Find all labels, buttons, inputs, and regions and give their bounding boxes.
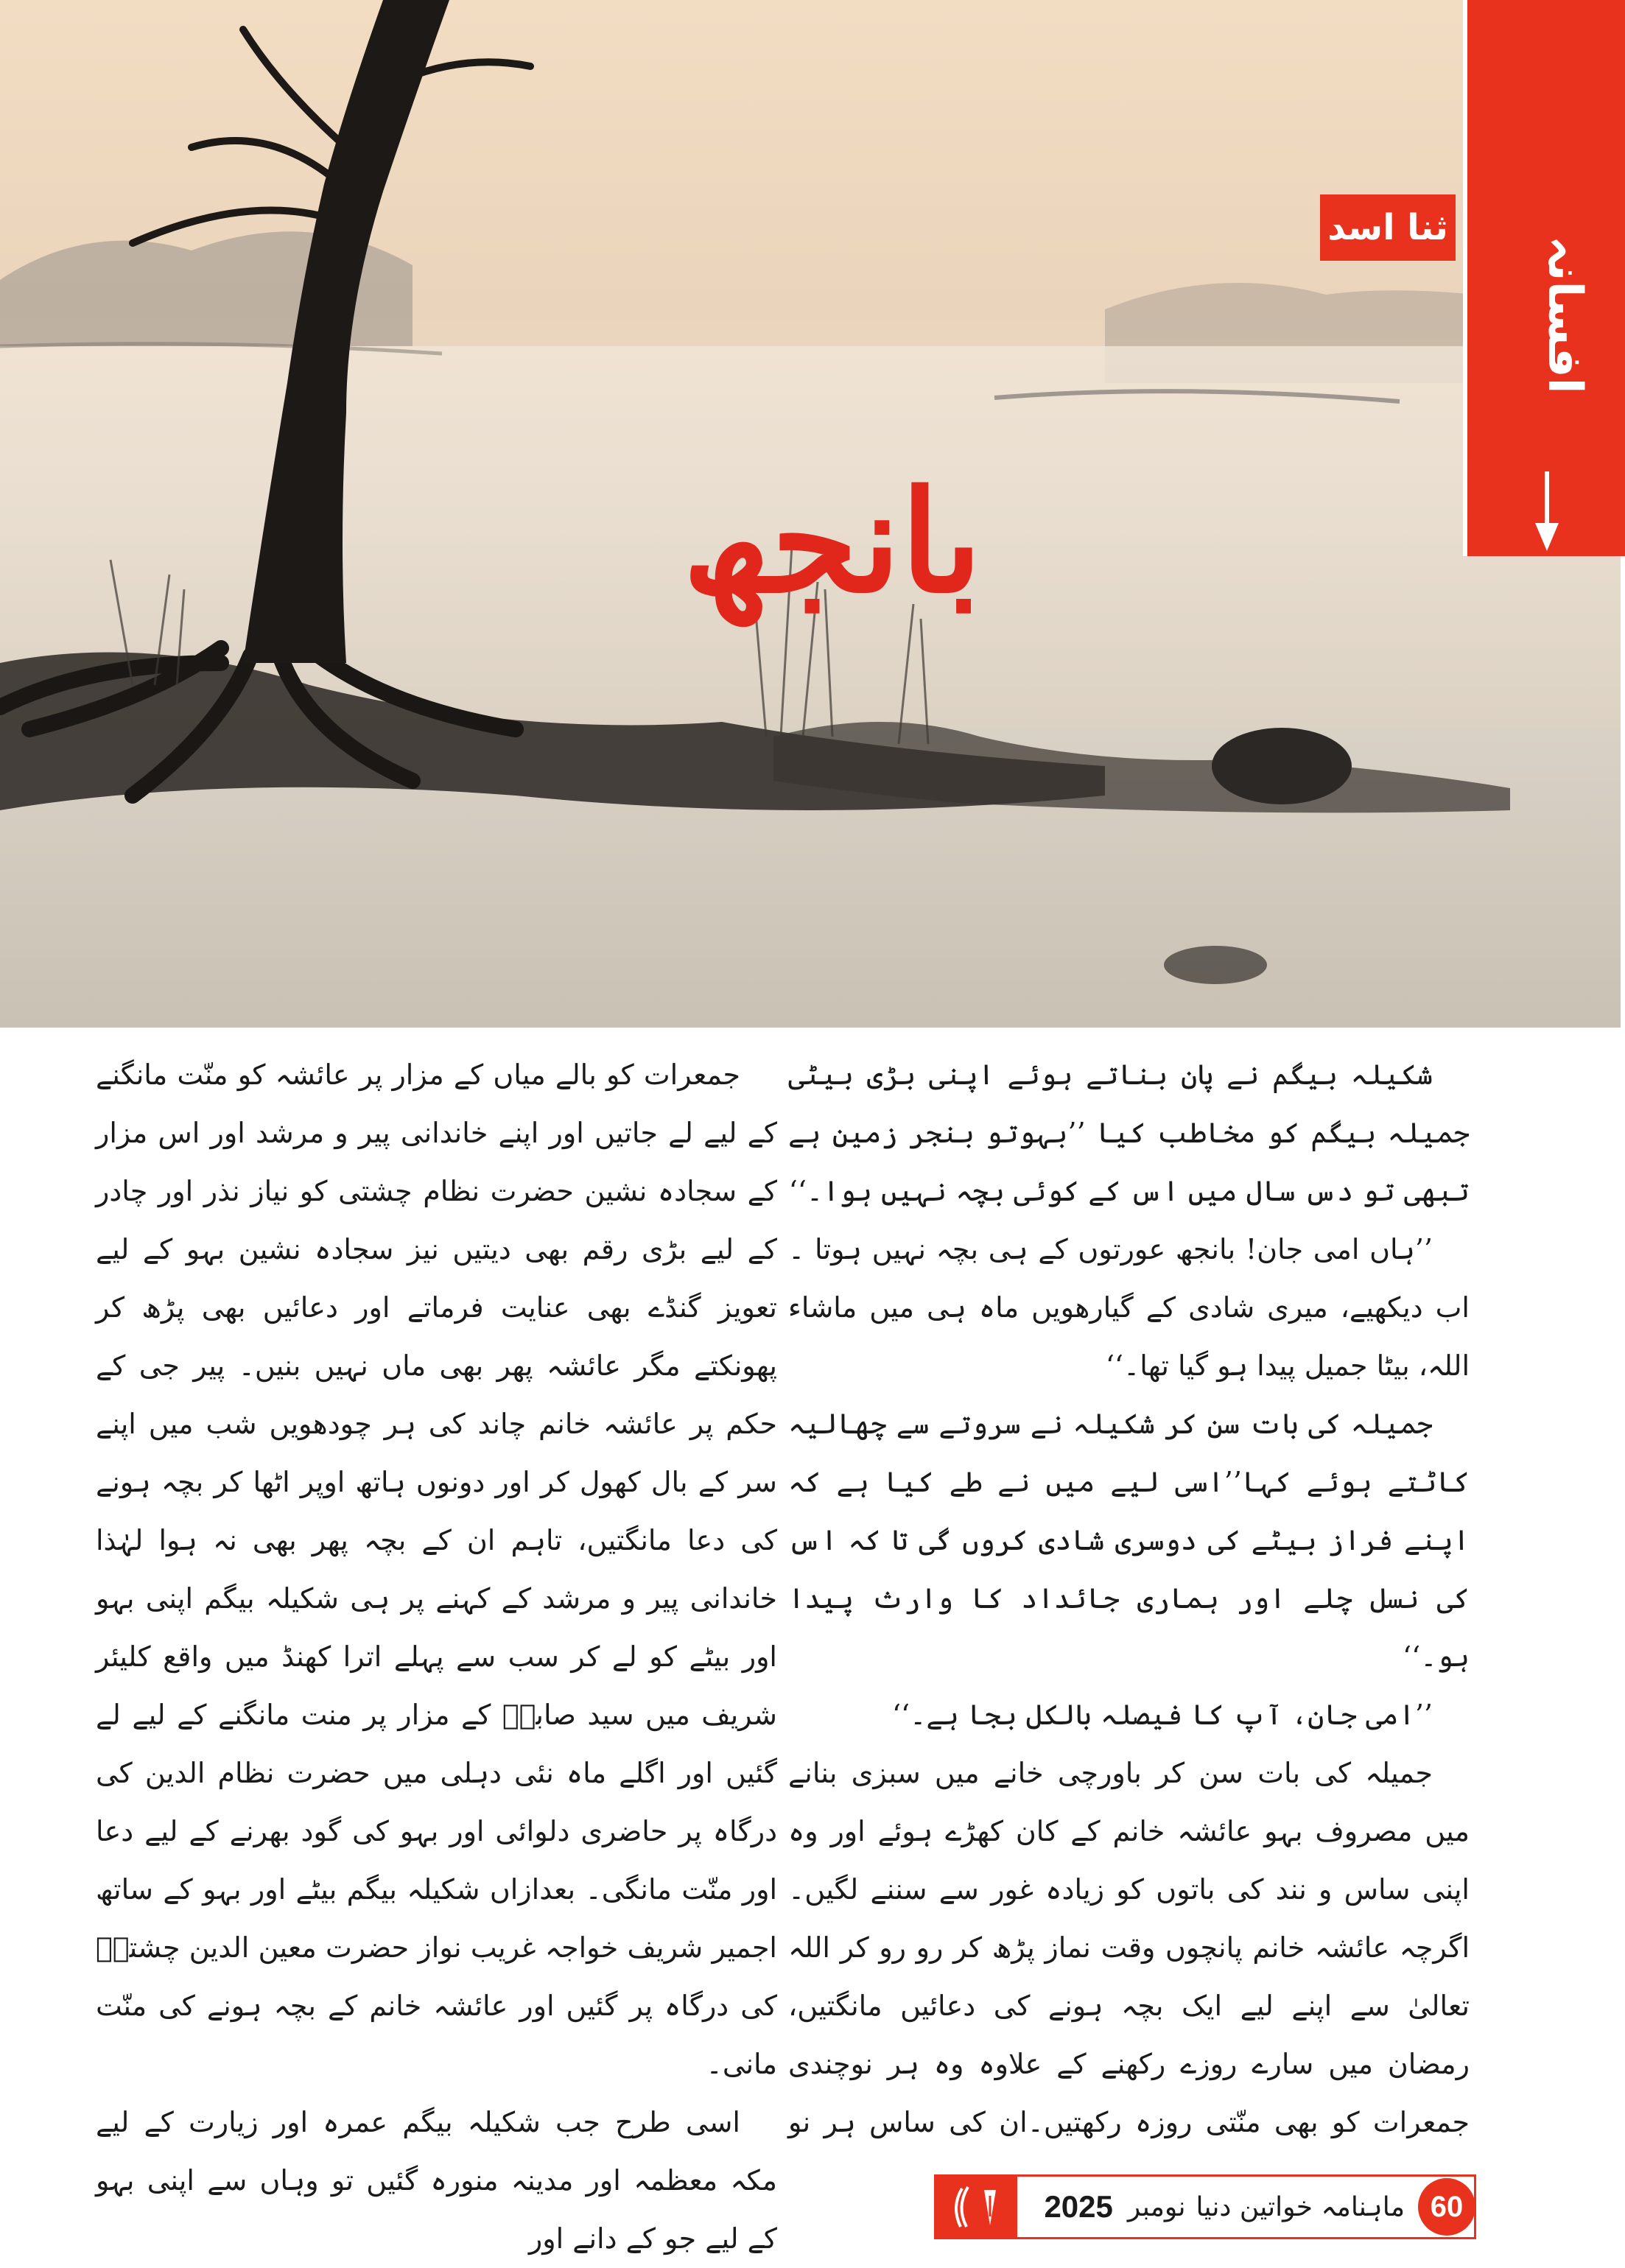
article-column-left	[96, 1046, 777, 2255]
paragraph: ’’ہاں امی جان! بانجھ عورتوں کے ہی بچہ نہیں ہوتا ۔اب دیکھیے، میری شادی کے گیارھویں ماہ ہی میں ماشاء اللہ، بیٹا جمیل پیدا ہو گیا تھا۔‘‘	[788, 1233, 1470, 1382]
paragraph: ’’امی جان، آپ کا فیصلہ بالکل بجا ہے۔‘‘	[891, 1699, 1433, 1731]
paragraph: شکیلہ بیگم نے پان بناتے ہوئے اپنی بڑی بیٹی جمیلہ بیگم کو مخاطب کیا ’’بہوتو بنجر زمین ہے تبھی تو دس سال میں اس کے کوئی بچہ نہیں ہوا۔‘‘	[788, 1058, 1470, 1207]
rock-large	[1212, 728, 1352, 804]
pen-nib-icon	[1525, 471, 1569, 552]
paragraph: اسی طرح جب شکیلہ بیگم عمرہ اور زیارت کے لیے مکہ معظمہ اور مدینہ منورہ گئیں تو وہاں سے اپنی بہو کے لیے جو کے دانے اور	[96, 2106, 777, 2255]
page-footer	[934, 2174, 1476, 2239]
story-title: بانجھ	[682, 459, 983, 624]
paragraph: جمیلہ کی بات سن کر شکیلہ نے سروتے سے چھالیہ کاٹتے ہوئے کہا’’اسی لیے میں نے طے کیا ہے کہ اپنے فراز بیٹے کی دوسری شادی کروں گی تا کہ اس کی نسل چلے اور ہماری جائداد کا وارث پیدا ہو۔‘‘	[788, 1408, 1470, 1673]
category-label: افسانہ	[1537, 236, 1592, 394]
category-banner	[1463, 0, 1625, 556]
author-tag: ثنا اسد	[1320, 194, 1456, 261]
issue-month: نومبر	[1127, 2191, 1186, 2222]
article-column-right	[788, 1046, 1470, 2158]
woman-pen-logo-icon	[947, 2181, 1006, 2233]
page-number: 60	[1418, 2178, 1475, 2236]
paragraph: جمعرات کو بالے میاں کے مزار پر عائشہ کو منّت مانگنے کے لیے لے جاتیں اور اپنے خاندانی پیر و مرشد اور اس مزار کے سجادہ نشین حضرت نظام چشتی کو نیاز نذر اور چادر کے لیے بڑی رقم بھی دیتیں نیز سجادہ نشین بہو کے لیے تعویز گنڈے بھی عنایت فرماتے اور دعائیں بھی پڑھ کر پھونکتے مگر عائشہ پھر بھی ماں نہیں بنیں۔ پیر جی کے حکم پر عائشہ خانم چاند کی ہر چودھویں شب میں اپنے سر کے بال کھول کر اور دونوں ہاتھ اوپر اٹھا کر بچہ ہونے کی دعا مانگتیں، تاہم ان کے بچہ پھر بھی نہ ہوا لہٰذا خاندانی پیر و مرشد کے کہنے پر ہی شکیلہ بیگم اپنی بہو اور بیٹے کو لے کر سب سے پہلے اترا کھنڈ میں واقع کلیئر شریف میں سید صابرؒ کے مزار پر منت مانگنے کے لیے لے گئیں اور اگلے ماہ نئی دہلی میں حضرت نظام الدین کی درگاہ پر حاضری دلوائی اور بہو کی گود بھرنے کے لیے دعا اور منّت مانگی۔ بعدازاں شکیلہ بیگم بیٹے اور بہو کے ساتھ اجمیر شریف خواجہ غریب نواز حضرت معین الدین چشتیؒ کی درگاہ پر گئیں اور عائشہ خانم کے بچہ ہونے کی منّت مانی۔	[96, 1058, 777, 2080]
magazine-logo	[936, 2177, 1017, 2237]
paragraph: جمیلہ کی بات سن کر باورچی خانے میں سبزی بنانے میں مصروف بہو عائشہ خانم کے کان کھڑے ہوئے اور وہ اپنی ساس و نند کی باتوں کو زیادہ غور سے سننے لگیں۔اگرچہ عائشہ خانم پانچوں وقت نماز پڑھ کر رو رو کر اللہ تعالیٰ سے اپنے لیے ایک بچہ ہونے کی دعائیں مانگتیں، رمضان میں سارے روزے رکھنے کے علاوہ وہ ہر نوچندی جمعرات کو بھی منّتی روزہ رکھتیں۔ان کی ساس ہر نو	[788, 1757, 1470, 2138]
issue-year: 2025	[1044, 2189, 1113, 2224]
rock-small	[1164, 946, 1267, 984]
magazine-name: ماہنامہ خواتین دنیا	[1196, 2191, 1405, 2222]
